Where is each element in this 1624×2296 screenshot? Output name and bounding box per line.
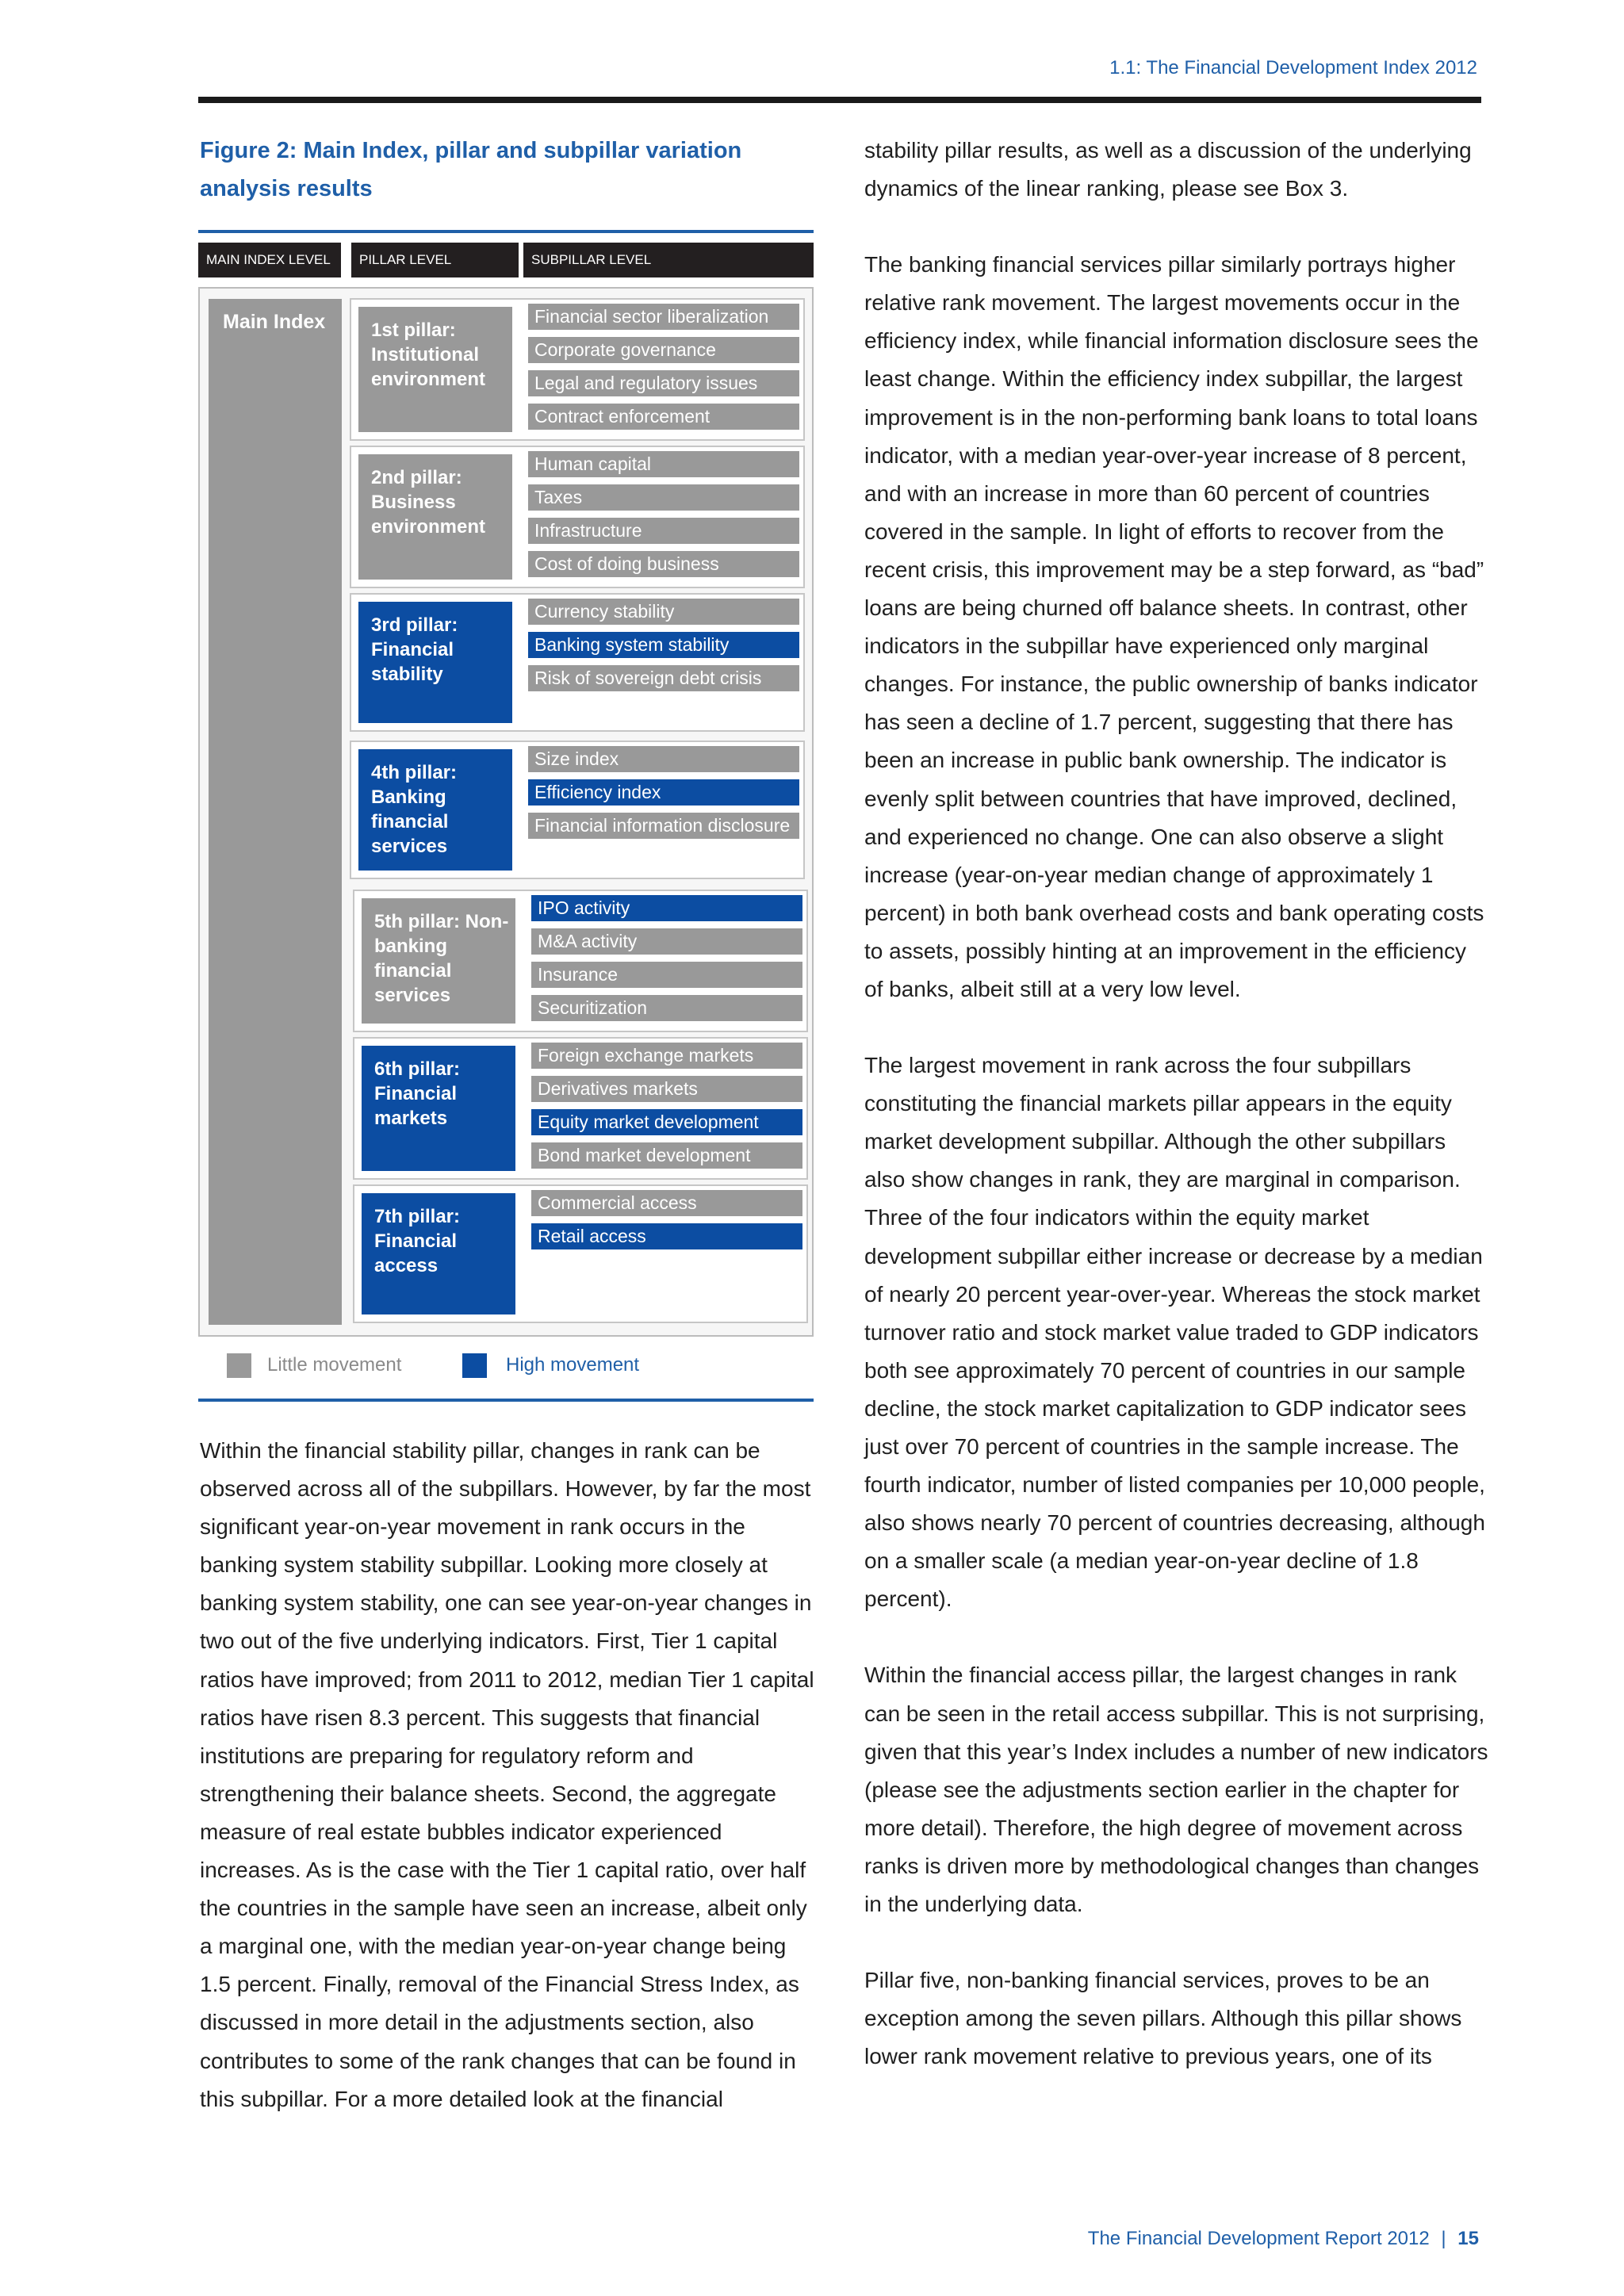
subpillar-1-4: Contract enforcement bbox=[528, 404, 799, 430]
subpillar-5-3: Insurance bbox=[531, 962, 802, 988]
subpillar-4-3: Financial information disclosure bbox=[528, 813, 799, 839]
subpillar-3-1: Currency stability bbox=[528, 599, 799, 625]
subpillar-6-2: Derivatives markets bbox=[531, 1076, 802, 1102]
pillar-1-box: 1st pillar: Institutional environment bbox=[358, 307, 512, 432]
figure-bottom-rule bbox=[198, 1399, 814, 1402]
subpillar-6-4: Bond market development bbox=[531, 1142, 802, 1169]
right-paragraph-3: The largest movement in rank across the four subpillars constituting the financial markets pillar appears in the equity market development subpillar. Although the other subpillars also show changes in rank, they are marginal in comparison. Three of the four indicators within the equity market development subpillar either increase or decrease by a median of nearly 20 percent year-over-year. Whereas the stock market turnover ratio and stock market value traded to GDP indicators both see approximately 70 percent of countries in our sample decline, the stock market capitalization to GDP indicator sees just over 70 percent of countries in the sample increase. The fourth indicator, number of listed companies per 10,000 people, also shows nearly 70 percent of countries decreasing, although on a smaller scale (a median year-on-year decline of 1.8 percent). bbox=[864, 1053, 1485, 1612]
pillar-group-3 bbox=[350, 593, 805, 732]
pillar-7-box: 7th pillar: Financial access bbox=[362, 1193, 515, 1314]
right-paragraph-1: stability pillar results, as well as a discussion of the underlying dynamics of the linear ranking, please see Box 3. bbox=[864, 138, 1472, 201]
pillar-5-box: 5th pillar: Non-banking financial services bbox=[362, 898, 515, 1024]
main-index-block bbox=[209, 299, 342, 1325]
right-paragraph-4: Within the financial access pillar, the largest changes in rank can be seen in the retail access subpillar. This is not surprising, given that this year’s Index includes a number of new indicators (please see the adjustments section earlier in the chapter for more detail). Therefore, the high degree of movement across ranks is driven more by methodological changes than changes in the underlying data. bbox=[864, 1663, 1488, 1917]
subpillar-7-2: Retail access bbox=[531, 1223, 802, 1249]
pillar-4-box: 4th pillar: Banking financial services bbox=[358, 749, 512, 871]
top-rule bbox=[198, 97, 1481, 103]
page-number: 15 bbox=[1457, 2228, 1479, 2249]
footer-separator: | bbox=[1441, 2228, 1446, 2249]
subpillar-3-2: Banking system stability bbox=[528, 632, 799, 658]
subpillar-2-2: Taxes bbox=[528, 484, 799, 511]
subpillar-6-1: Foreign exchange markets bbox=[531, 1043, 802, 1069]
pillar-6-box: 6th pillar: Financial markets bbox=[362, 1046, 515, 1171]
subpillar-2-4: Cost of doing business bbox=[528, 551, 799, 577]
subpillar-5-2: M&A activity bbox=[531, 928, 802, 955]
subpillar-3-3: Risk of sovereign debt crisis bbox=[528, 665, 799, 691]
right-paragraph-5: Pillar five, non-banking financial services, proves to be an exception among the seven pillars. Although this pillar shows lower rank movement relative to previous years, one of its bbox=[864, 1968, 1462, 2069]
subpillar-7-1: Commercial access bbox=[531, 1190, 802, 1216]
level-header-pillar: PILLAR LEVEL bbox=[351, 243, 519, 277]
level-header-main-index: MAIN INDEX LEVEL bbox=[198, 243, 341, 277]
pillar-group-4 bbox=[350, 740, 805, 879]
main-index-label: Main Index bbox=[223, 311, 326, 333]
left-column bbox=[200, 1432, 820, 2118]
pillar-group-5 bbox=[353, 890, 808, 1032]
pillar-group-6 bbox=[353, 1037, 808, 1180]
pillar-3-box: 3rd pillar: Financial stability bbox=[358, 602, 512, 723]
subpillar-1-1: Financial sector liberalization bbox=[528, 304, 799, 330]
right-paragraph-2: The banking financial services pillar similarly portrays higher relative rank movement. The largest movements occur in the efficiency index, while financial information disclosure sees the least change. Within the efficiency index subpillar, the largest improvement is in the non-performing bank loans to total loans indicator, with a median year-over-year increase of 8 percent, and with an increase in more than 60 percent of countries covered in the sample. In light of efforts to recover from the recent crisis, this improvement may be a step forward, as “bad” loans are being churned off balance sheets. In contrast, other indicators in the subpillar have experienced only marginal changes. For instance, the public ownership of banks indicator has seen a decline of 1.7 percent, suggesting that there has been an increase in public bank ownership. The indicator is evenly split between countries that have improved, declined, and experienced no change. One can also observe a slight increase (year-on-year median change of approximately 1 percent) in both bank overhead costs and bank operating costs to assets, possibly hinting at an improvement in the efficiency of banks, albeit still at a very low level. bbox=[864, 252, 1484, 1001]
legend-high-movement-label: High movement bbox=[506, 1354, 640, 1376]
subpillar-2-3: Infrastructure bbox=[528, 518, 799, 544]
figure-title: Figure 2: Main Index, pillar and subpillar variation analysis results bbox=[200, 138, 742, 201]
pillar-2-box: 2nd pillar: Business environment bbox=[358, 454, 512, 580]
legend-little-movement-swatch bbox=[227, 1353, 251, 1378]
subpillar-1-2: Corporate governance bbox=[528, 337, 799, 363]
figure-top-rule bbox=[198, 230, 814, 233]
running-header: 1.1: The Financial Development Index 2012 bbox=[1109, 57, 1477, 78]
pillar-group-2 bbox=[350, 446, 805, 588]
right-column bbox=[864, 132, 1491, 2076]
subpillar-4-2: Efficiency index bbox=[528, 779, 799, 806]
legend-little-movement-label: Little movement bbox=[267, 1354, 402, 1376]
pillar-group-1 bbox=[350, 298, 805, 441]
legend-high-movement-swatch bbox=[462, 1353, 487, 1378]
left-paragraph-1: Within the financial stability pillar, changes in rank can be observed across all of the subpillars. However, by far the most significant year-on-year movement in rank occurs in the banking system stability subpillar. Looking more closely at banking system stability, one can see year-on-year changes in two out of the five underlying indicators. First, Tier 1 capital ratios have improved; from 2011 to 2012, median Tier 1 capital ratios have risen 8.3 percent. This suggests that financial institutions are preparing for regulatory reform and strengthening their balance sheets. Second, the aggregate measure of real estate bubbles indicator experienced increases. As is the case with the Tier 1 capital ratio, over half the countries in the sample have seen an increase, albeit only a marginal one, with the median year-on-year change being 1.5 percent. Finally, removal of the Financial Stress Index, as discussed in more detail in the adjustments section, also contributes to some of the rank changes that can be found in this subpillar. For a more detailed look at the financial bbox=[200, 1438, 814, 2111]
subpillar-2-1: Human capital bbox=[528, 451, 799, 477]
subpillar-1-3: Legal and regulatory issues bbox=[528, 370, 799, 396]
subpillar-6-3: Equity market development bbox=[531, 1109, 802, 1135]
footer-report-title: The Financial Development Report 2012 bbox=[1087, 2228, 1430, 2249]
subpillar-5-4: Securitization bbox=[531, 995, 802, 1021]
page-footer bbox=[1088, 2228, 1479, 2250]
pillar-group-7 bbox=[353, 1184, 808, 1323]
subpillar-4-1: Size index bbox=[528, 746, 799, 772]
subpillar-5-1: IPO activity bbox=[531, 895, 802, 921]
level-header-subpillar: SUBPILLAR LEVEL bbox=[523, 243, 814, 277]
